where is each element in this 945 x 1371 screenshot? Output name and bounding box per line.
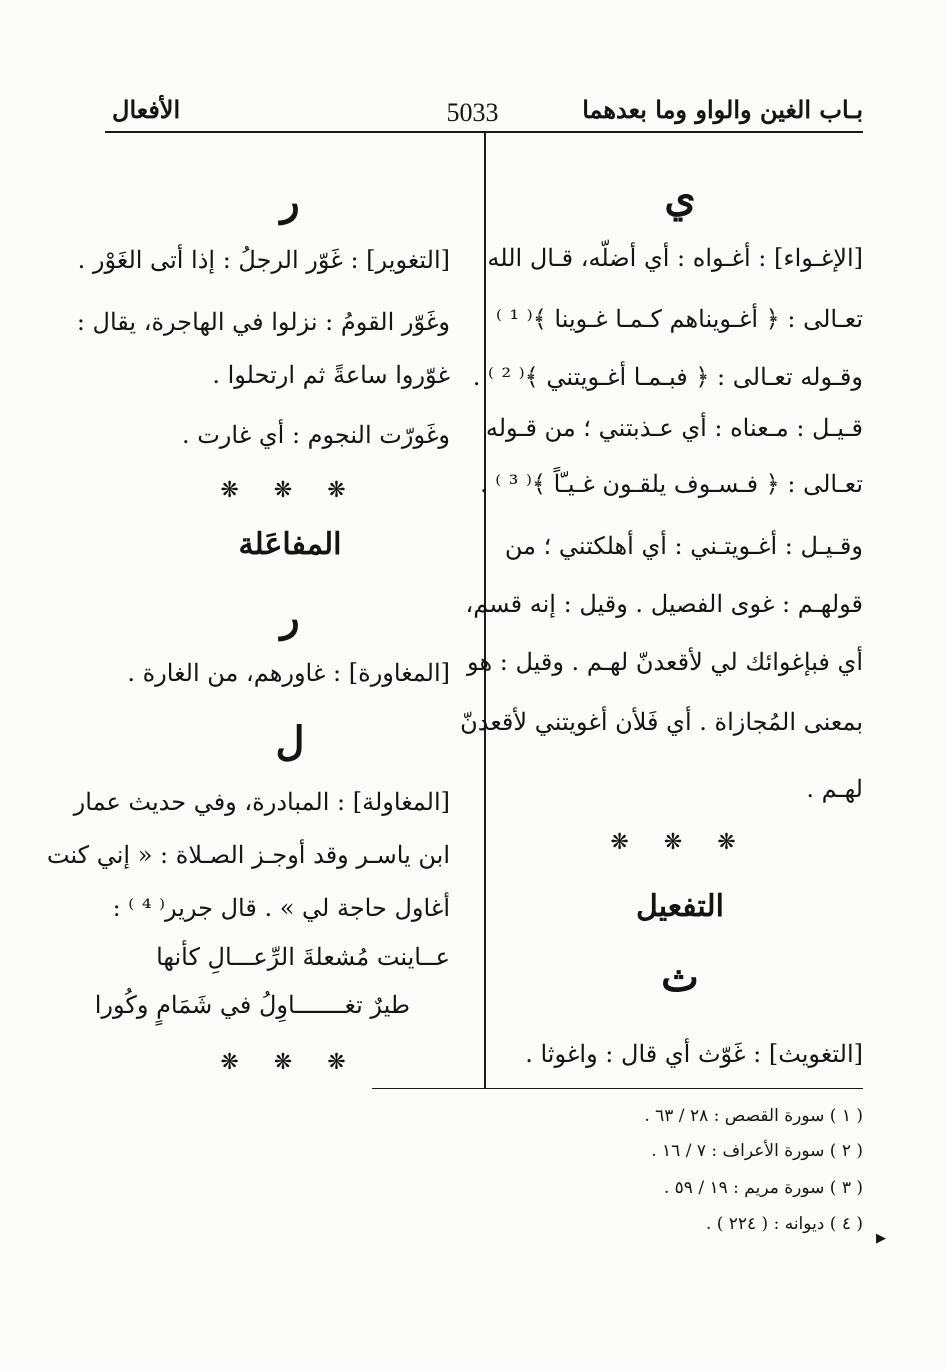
footnote: ( ١ ) سورة القصص : ٢٨ / ٦٣ . — [644, 1106, 863, 1126]
text-line: وقـوله تعـالى : ﴿ فبـمـا أغـويتني ﴾⁽ ² ⁾ . — [472, 363, 863, 391]
footnote: ( ٢ ) سورة الأعراف : ٧ / ١٦ . — [651, 1141, 863, 1161]
section-heading: المفاعَلة — [238, 527, 342, 562]
text-line: [التغوير] : غَوّر الرجلُ : إذا أتى الغَوْر . — [77, 246, 450, 274]
letter-ra: ر — [280, 594, 300, 641]
text-line: ابن ياسـر وقد أوجـز الصـلاة : « إني كنت — [46, 841, 450, 869]
letter-ra: ر — [280, 178, 300, 225]
footnote-rule — [372, 1088, 863, 1089]
running-header-right: بـاب الغين والواو وما بعدهما — [582, 95, 863, 124]
text-line: وقـيـل : أغـويتـني : أي أهلكتني ؛ من — [504, 532, 863, 560]
letter-lam: ل — [275, 718, 305, 765]
letter-ya: ي — [664, 174, 696, 221]
text-line: وغَورّت النجوم : أي غارت . — [181, 421, 450, 449]
section-divider-stars: ❋ ❋ ❋ — [220, 478, 360, 503]
triangle-right-icon: ▶ — [876, 1231, 886, 1246]
text-line: [التغويث] : غَوّث أي قال : واغوثا . — [525, 1040, 863, 1068]
text-line: وغَوّر القومُ : نزلوا في الهاجرة، يقال : — [76, 308, 450, 336]
running-header-left: الأفعال — [112, 95, 181, 124]
section-divider-stars: ❋ ❋ ❋ — [220, 1050, 360, 1075]
text-line: [المغاولة] : المبادرة، وفي حديث عمار — [73, 788, 450, 816]
letter-tha: ث — [661, 954, 699, 1001]
text-line: [المغاورة] : غاورهم، من الغارة . — [127, 659, 450, 687]
text-line: لهـم . — [806, 775, 863, 803]
section-heading: التفعيل — [636, 889, 724, 924]
page-number: 5033 — [446, 98, 499, 127]
verse-line: عــاينت مُشعلةَ الرِّعـــالِ كأنها — [156, 943, 450, 971]
text-line: أي فبإغوائك لي لأقعدنّ لهـم . وقيل : هو — [467, 648, 863, 676]
text-line: أغاول حاجة لي » . قال جرير⁽ ⁴ ⁾ : — [112, 894, 450, 922]
footnote: ( ٣ ) سورة مريم : ١٩ / ٥٩ . — [663, 1178, 863, 1198]
text-line: غوّروا ساعةً ثم ارتحلوا . — [212, 361, 450, 389]
text-line: بمعنى المُجازاة . أي فَلأن أغويتني لأقعدنّ — [460, 708, 863, 736]
text-line: [الإغـواء] : أغـواه : أي أضلّه، قـال الله — [487, 244, 863, 272]
text-line: قـيـل : مـعناه : أي عـذبتني ؛ من قـوله — [485, 414, 863, 442]
footnote: ( ٤ ) ديوانه : ( ٢٢٤ ) . — [705, 1214, 863, 1234]
verse-line: طيرٌ تغـــــــاوِلُ في شَمَامٍ وكُورا — [94, 991, 410, 1019]
text-line: تعـالى : ﴿ فـسـوف يلقـون غـيـّاً ﴾⁽ ³ ⁾ . — [479, 470, 863, 498]
text-line: قولهـم : غوى الفصيل . وقيل : إنه قسم، — [465, 590, 863, 618]
section-divider-stars: ❋ ❋ ❋ — [610, 830, 750, 855]
text-line: تعـالى : ﴿ أغـويناهم كـمـا غـوينا ﴾⁽ ¹ ⁾ — [496, 305, 863, 333]
